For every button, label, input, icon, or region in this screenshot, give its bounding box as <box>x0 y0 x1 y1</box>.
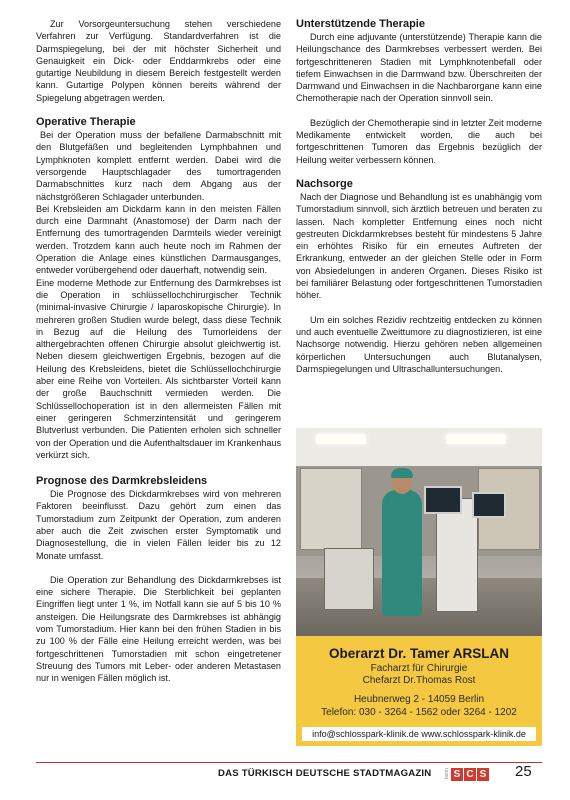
doctor-role-1: Facharzt für Chirurgie <box>370 663 468 674</box>
heading-supportive-therapy: Unterstützende Therapie <box>296 18 425 30</box>
prognosis-paragraph-2: Die Operation zur Behandlung des Dickdarmkrebses ist eine sichere Therapie. Die Sterblichkeit bei geplanten Eingriffen liegt unter 1 %, im Notfall kann sie auf 5 bis 10 % ansteigen. Die Heilungsrate des Darmkrebses ist abhängig vom Tumorstadium. Hier kann bei den frühen Stadien in bis zu 100 % der Fälle eine Heilung erreicht werden, was bei fortgeschrittenen Tumorstadien mit schon eingetretener Streuung des Tumors mit Leber- oder anderen Metastasen nur in wenigen Fällen möglich ist. <box>36 574 281 684</box>
equipment-cart <box>324 548 374 610</box>
intro-paragraph: Zur Vorsorgeuntersuchung stehen verschiedene Verfahren zur Verfügung. Standardverfahren ist die Darmspiegelung, bei der mit höchster Sicherheit und Genauigkeit ein Dick- oder Enddarmkrebs oder eine gutartige Neubildung in diesem Bereich festgestellt werden kann. Gutartige Polypen können bereits während der Spiegelung abgetragen werden. <box>36 19 281 103</box>
supportive-paragraph-2: Bezüglich der Chemotherapie sind in letzter Zeit moderne Medikamente entwickelt worden, die auch bei fortgeschrittenen Tumoren das Ergebnis bezüglich der Heilung weiter verbessern können. <box>296 117 543 165</box>
operative-paragraph-1: Bei der Operation muss der befallene Darmabschnitt mit den Blutgefäßen und begleitenden Lymphbahnen und Lymphknoten komplett entfernt werden. Dabei wird die versorgende Hauptschlagader des tumortragenden Darmabschnittes kurz nach dem Abgang aus der nächstgrößeren Schlagader unterbunden. <box>36 130 281 202</box>
right-column <box>296 18 542 375</box>
heading-prognosis: Prognose des Darmkrebsleidens <box>36 475 208 488</box>
page-number: 25 <box>515 763 532 780</box>
logo-prefix: bonn <box>444 768 450 780</box>
magazine-title: DAS TÜRKISCH DEUTSCHE STADTMAGAZIN <box>218 768 432 779</box>
scs-logo <box>444 766 490 782</box>
ceiling-lamp <box>316 434 366 444</box>
clinic-address: Heubnerweg 2 - 14059 Berlin <box>353 694 485 705</box>
heading-operative-therapy: Operative Therapie <box>36 116 136 129</box>
monitor <box>472 492 506 518</box>
footer-rule <box>36 762 542 763</box>
clinic-phone: Telefon: 030 - 3264 - 1562 oder 3264 - 1202 <box>321 707 517 718</box>
heading-aftercare: Nachsorge <box>296 177 353 190</box>
surgeon-cap <box>391 468 413 478</box>
contact-email-web: info@schlosspark-klinik.de www.schlosspark-klinik.de <box>302 727 536 741</box>
logo-letter: C <box>464 768 476 781</box>
operative-paragraph-2: Bei Krebsleiden am Dickdarm kann in den meisten Fällen durch eine Darmnaht (Anastomose) der Darm nach der Entfernung des tumortragenden Darmteils wieder vereinigt werden. Trotzdem kann auch heute noch im Rahmen der Operation die Anlage eines künstlichen Darmausganges, entweder vorübergehend oder dauerhaft, notwendig sein. <box>36 203 281 276</box>
cabinet <box>300 468 362 550</box>
logo-letter: S <box>451 768 463 781</box>
contact-box <box>296 636 542 746</box>
surgeon-photo <box>296 428 542 636</box>
aftercare-paragraph-2: Um ein solches Rezidiv rechtzeitig entdecken zu können und auch eventuelle Zweittumore zu diagnostizieren, ist eine Nachsorge notwendig. Hierzu gehören neben allgemeinen körperlichen Untersuchungen auch Blutanalysen, Darmspiegelungen und Ultraschalluntersuchungen. <box>296 314 542 374</box>
surgeon-figure <box>382 490 422 616</box>
ceiling-lamp <box>446 434 506 444</box>
aftercare-paragraph-1: Nach der Diagnose und Behandlung ist es unabhängig vom Tumorstadium sinnvoll, sich ärztlich betreuen und beraten zu lassen. Nach kompletter Entfernung eines noch nicht gestreuten Dickdarmkrebses besteht für mindestens 5 Jahre ein erhöhtes Risiko für ein erneutes Auftreten der Erkrankung, entweder an der gleichen Stelle oder in Form von Absiedelungen in anderen Organen. Dieses Risiko ist bei familiärer Belastung oder fortgeschrittenen Tumorstadien höher. <box>296 191 542 301</box>
monitor <box>424 486 462 514</box>
logo-letter: S <box>477 768 489 781</box>
doctor-name: Oberarzt Dr. Tamer ARSLAN <box>328 646 510 661</box>
operative-paragraph-3: Eine moderne Methode zur Entfernung des Darmkrebses ist die Operation in schlüssellochchirurgischer Technik (minimal-invasive Chirurgie / laparoskopische Chirurgie). In mehreren großen Studien wurde belegt, dass diese Technik in Bezug auf die Heilung des Tumorleidens der althergebrachten offenen Chirurgie absolut gleichwertig ist. Neben diesem gleichwertigen Ergebnis, bezogen auf die Heilung des Krebsleidens, bietet die Schlüssellochchirurgie aber eine Reihe von Vorteilen. Als sichtbarster Vorteil kann der große Bauchschnitt vermieden werden. Die Schlüssellochoperation ist in den allermeisten Fällen mit einer geringeren Schmerzintensität und geringerem Blutverlust verbunden. Die Patienten erholen sich schneller von der Operation und die Aufenthaltsdauer im Krankenhaus verkürzt sich. <box>36 277 281 460</box>
doctor-role-2: Chefarzt Dr.Thomas Rost <box>362 675 476 686</box>
prognosis-paragraph-1: Die Prognose des Dickdarmkrebses wird von mehreren Faktoren beeinflusst. Dazu gehört zum einen das Tumorstadium zum Zeitpunkt der Operation, zum anderen aber auch die Zeit zwischen erster Symptomatik und Diagnosestellung, die in vielen Fällen leider bis zu 12 Monate umfasst. <box>36 489 281 561</box>
supportive-paragraph-1: Durch eine adjuvante (unterstützende) Therapie kann die Heilungschance des Darmkrebses verbessert werden. Bei fortgeschritteneren Stadien mit Lymphknotenbefall oder tiefem Einwachsen in die Darmwand bzw. Überschreiten der Darmwand und Einwachsen in die Nachbarorgane kann eine Chemotherapie nach der Operation sinnvoll sein. <box>296 32 542 104</box>
left-column <box>36 18 281 685</box>
